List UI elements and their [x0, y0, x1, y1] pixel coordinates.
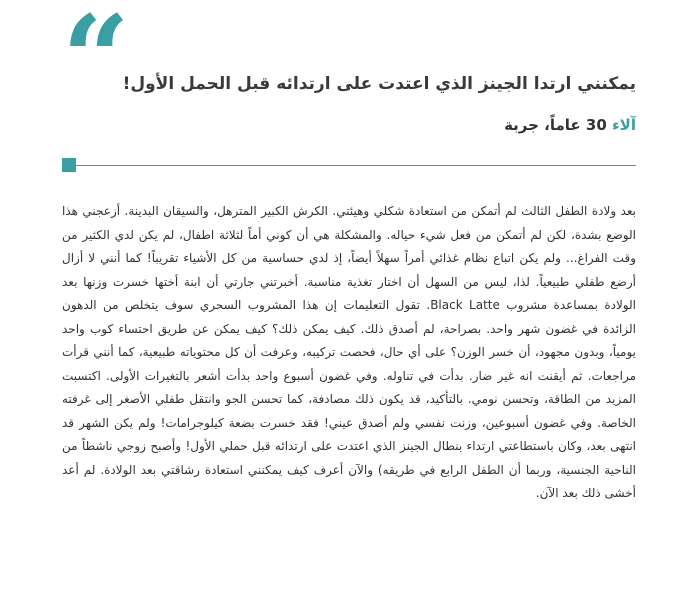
- author-age-suffix: عاماً،: [544, 116, 581, 134]
- author-name: آلاء: [612, 116, 636, 134]
- testimonial-byline: [504, 116, 636, 134]
- testimonial-body: بعد ولادة الطفل الثالث لم أتمكن من استعادة شكلي وهيئتي. الكرش الكبير المترهل، والسيقان البدينة. أزعجني هذا الوضع بشدة، لكن لم أتمكن من فعل شيء حياله. والمشكلة هي أن كوني أماً لثلاثة اطفال، لم يكن لدي الكثير من وقت الفراغ... ولم يكن اتباع نظام غذائي أمراً سهلاً أيضاً، إذ لدي حساسية من كل الأشياء تقريباً! كما أنني لا أزال أرضع طفلي طبيعياً. لذا، ليس من السهل أن اختار تغذية مناسبة. أخبرتني جارتي أن ابنة أختها خسرت وزنها بعد الولادة بمساعدة مشروب Black Latte. تقول التعليمات إن هذا المشروب السحري سوف يتخلص من الدهون الزائدة في غضون شهر واحد. بصراحة، لم أصدق ذلك. كيف يمكن ذلك؟ كيف يمكن عن طريق احتساء كوب واحد يومياً، وبدون مجهود، أن خسر الوزن؟ على أي حال، فحصت تركيبه، وعرفت أن كل محتوياته طبيعية، كما أنني قرأت مراجعات. ثم أيقنت انه غير ضار. بدأت في تناوله. وفي غضون أسبوع واحد بدأت أشعر بالتغيرات الأولى. اكتسبت المزيد من الطاقة، وتحسن نومي. بالتأكيد، قد يكون ذلك مصادفة، كما تحسن الجو وانتقل طفلي الأصغر إلى غرفته الخاصة. وفي غضون أسبوعين، وزنت نفسي ولم أصدق عيني! فقد خسرت بضعة كيلوجرامات! ولم يكن الشهر قد انتهى بعد، وكان باستطاعتي ارتداء بنطال الجينز الذي اعتدت على ارتدائه قبل حملي الأول! وأصبح زوجي ناشطاً من الناحية الجنسية، وربما أن الطفل الرابع في طريقه) والآن أعرف كيف يمكنني استعادة رشاقتي بعد الولادة. لم أعد أخشى ذلك بعد الآن.: [62, 204, 636, 500]
- section-divider: [62, 158, 636, 172]
- divider-line: [62, 165, 636, 166]
- author-age: 30: [585, 116, 607, 134]
- testimonial-headline: يمكنني ارتدا الجينز الذي اعتدت على ارتدائه قبل الحمل الأول!: [122, 74, 636, 94]
- divider-square-icon: [62, 158, 76, 172]
- author-location: جربة: [504, 116, 539, 134]
- quote-icon: “: [62, 0, 130, 70]
